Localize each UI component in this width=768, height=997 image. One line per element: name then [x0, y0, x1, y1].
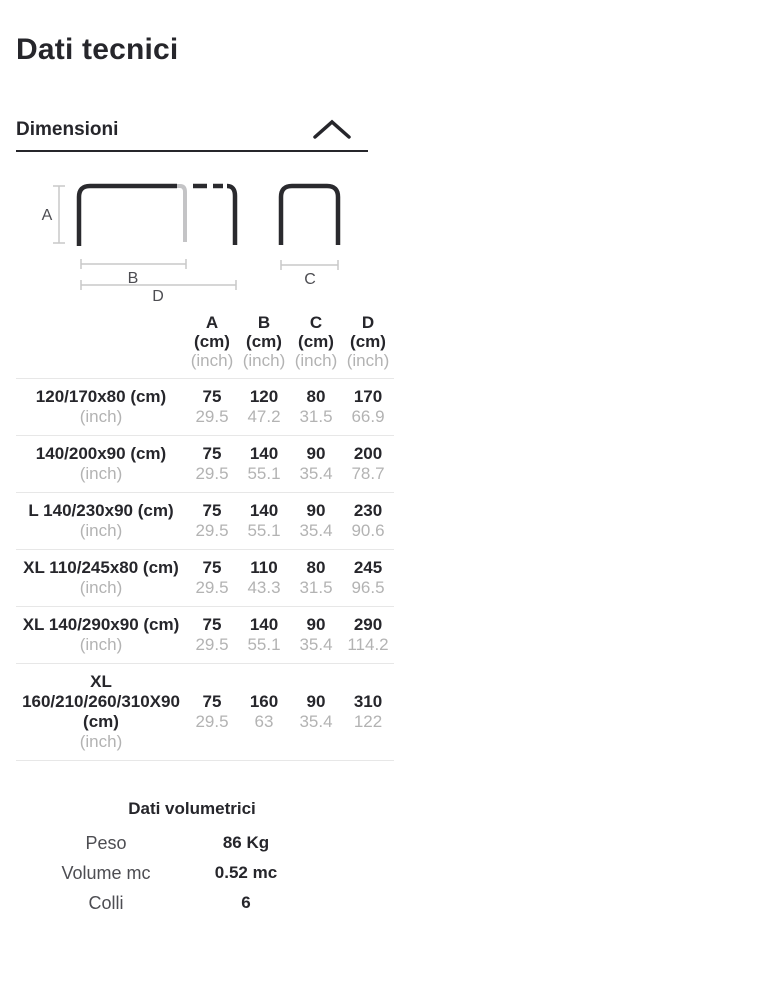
size-label-cm: 120/170x80 (cm)	[35, 387, 167, 406]
page-title: Dati tecnici	[16, 33, 179, 66]
table-frame-side	[79, 186, 177, 246]
dim-label-b: B	[127, 270, 139, 287]
row-size-label	[16, 615, 186, 655]
value-inch: 29.5	[195, 712, 229, 731]
volumetric-label-volume: Volume mc	[61, 863, 151, 883]
column-letter: C	[309, 313, 323, 332]
cell-a	[186, 501, 238, 541]
column-letter: A	[205, 313, 219, 332]
size-label-cm: L 140/230x90 (cm)	[28, 501, 174, 520]
table-row	[16, 664, 394, 761]
value-inch: 29.5	[195, 635, 229, 654]
technical-data-panel	[0, 33, 400, 913]
value-cm: 75	[202, 615, 222, 634]
size-label-inch: (inch)	[79, 521, 123, 540]
cell-d	[342, 501, 394, 541]
column-letter: B	[257, 313, 271, 332]
column-unit-cm: (cm)	[246, 332, 282, 351]
value-cm: 75	[202, 444, 222, 463]
value-inch: 55.1	[247, 521, 281, 540]
column-unit-cm: (cm)	[350, 332, 386, 351]
cell-a	[186, 444, 238, 484]
cell-b	[238, 558, 290, 598]
table-row	[16, 379, 394, 436]
volumetric-value-volume: 0.52 mc	[214, 863, 278, 882]
dim-label-a: A	[41, 207, 53, 224]
value-cm: 90	[306, 444, 326, 463]
cell-d	[342, 615, 394, 655]
cell-d	[342, 558, 394, 598]
value-inch: 90.6	[351, 521, 385, 540]
dimensions-section-header[interactable]	[16, 117, 368, 152]
value-inch: 96.5	[351, 578, 385, 597]
value-cm: 230	[353, 501, 383, 520]
value-cm: 140	[249, 501, 279, 520]
cell-c	[290, 692, 342, 732]
value-cm: 120	[249, 387, 279, 406]
value-inch: 29.5	[195, 521, 229, 540]
cell-b	[238, 501, 290, 541]
value-cm: 160	[249, 692, 279, 711]
dim-label-c: C	[304, 271, 316, 288]
cell-d	[342, 387, 394, 427]
dimensions-table	[16, 303, 394, 761]
size-label-inch: (inch)	[79, 732, 123, 751]
size-label-inch: (inch)	[79, 578, 123, 597]
cell-a	[186, 692, 238, 732]
value-cm: 110	[250, 558, 278, 577]
volumetric-title: Dati volumetrici	[128, 799, 256, 818]
column-unit-inch: (inch)	[294, 351, 338, 370]
value-inch: 55.1	[247, 464, 281, 483]
cell-b	[238, 444, 290, 484]
value-inch: 29.5	[195, 407, 229, 426]
cell-d	[342, 692, 394, 732]
value-inch: 35.4	[299, 635, 333, 654]
value-cm: 75	[202, 692, 222, 711]
header-spacer	[16, 313, 186, 370]
value-inch: 78.7	[351, 464, 385, 483]
row-size-label	[16, 444, 186, 484]
size-label-inch: (inch)	[79, 407, 123, 426]
value-cm: 245	[353, 558, 383, 577]
value-inch: 31.5	[299, 578, 333, 597]
value-cm: 75	[202, 387, 222, 406]
size-label-cm: XL 140/290x90 (cm)	[22, 615, 180, 634]
value-inch: 31.5	[299, 407, 333, 426]
value-cm: 90	[306, 615, 326, 634]
value-inch: 43.3	[247, 578, 281, 597]
volumetric-label-peso: Peso	[85, 833, 127, 853]
table-row	[16, 550, 394, 607]
cell-a	[186, 558, 238, 598]
column-header-b	[238, 313, 290, 370]
volumetric-label-colli: Colli	[88, 893, 124, 913]
value-cm: 290	[353, 615, 383, 634]
section-title: Dimensioni	[16, 118, 119, 140]
row-size-label	[16, 672, 186, 752]
column-unit-cm: (cm)	[194, 332, 230, 351]
value-cm: 140	[249, 444, 279, 463]
size-label-cm: 140/200x90 (cm)	[35, 444, 167, 463]
measure-line-a	[53, 186, 65, 243]
cell-c	[290, 501, 342, 541]
value-cm: 80	[306, 558, 326, 577]
volumetric-data	[36, 833, 316, 913]
value-cm: 90	[306, 692, 326, 711]
table-row	[16, 607, 394, 664]
table-edge-divider	[177, 186, 185, 242]
cell-c	[290, 615, 342, 655]
cell-d	[342, 444, 394, 484]
value-inch: 63	[254, 712, 274, 731]
size-label-inch: (inch)	[79, 464, 123, 483]
column-unit-cm: (cm)	[298, 332, 334, 351]
table-frame-extension-leg	[227, 186, 235, 245]
cell-b	[238, 615, 290, 655]
volumetric-value-peso: 86 Kg	[222, 833, 270, 852]
cell-a	[186, 615, 238, 655]
column-header-a	[186, 313, 238, 370]
column-letter: D	[361, 313, 375, 332]
value-inch: 66.9	[351, 407, 385, 426]
size-label-inch: (inch)	[79, 635, 123, 654]
cell-a	[186, 387, 238, 427]
table-header	[16, 303, 394, 379]
size-label-cm: XL 160/210/260/310X90 (cm)	[22, 672, 180, 731]
chevron-up-icon[interactable]	[312, 117, 352, 141]
value-cm: 75	[202, 558, 222, 577]
column-unit-inch: (inch)	[242, 351, 286, 370]
value-cm: 200	[353, 444, 383, 463]
cell-c	[290, 387, 342, 427]
table-row	[16, 493, 394, 550]
column-unit-inch: (inch)	[190, 351, 234, 370]
value-cm: 140	[249, 615, 279, 634]
column-unit-inch: (inch)	[346, 351, 390, 370]
row-size-label	[16, 501, 186, 541]
value-inch: 55.1	[247, 635, 281, 654]
cell-b	[238, 387, 290, 427]
value-inch: 29.5	[195, 578, 229, 597]
value-inch: 29.5	[195, 464, 229, 483]
measure-line-c	[281, 260, 338, 270]
cell-c	[290, 444, 342, 484]
volumetric-value-colli: 6	[241, 893, 251, 912]
size-label-cm: XL 110/245x80 (cm)	[23, 558, 179, 577]
value-inch: 47.2	[247, 407, 281, 426]
column-header-d	[342, 313, 394, 370]
value-cm: 80	[306, 387, 326, 406]
dim-label-d: D	[152, 288, 164, 303]
cell-c	[290, 558, 342, 598]
value-cm: 75	[202, 501, 222, 520]
cell-b	[238, 692, 290, 732]
value-cm: 170	[353, 387, 383, 406]
column-header-c	[290, 313, 342, 370]
row-size-label	[16, 558, 186, 598]
value-inch: 122	[353, 712, 383, 731]
value-inch: 35.4	[299, 712, 333, 731]
measure-line-b	[81, 259, 186, 269]
value-inch: 35.4	[299, 521, 333, 540]
value-inch: 35.4	[299, 464, 333, 483]
value-inch: 114.2	[347, 635, 389, 654]
dimensions-diagram	[0, 168, 400, 303]
value-cm: 310	[353, 692, 383, 711]
table-frame-end	[281, 186, 338, 245]
value-cm: 90	[306, 501, 326, 520]
table-row	[16, 436, 394, 493]
row-size-label	[16, 387, 186, 427]
